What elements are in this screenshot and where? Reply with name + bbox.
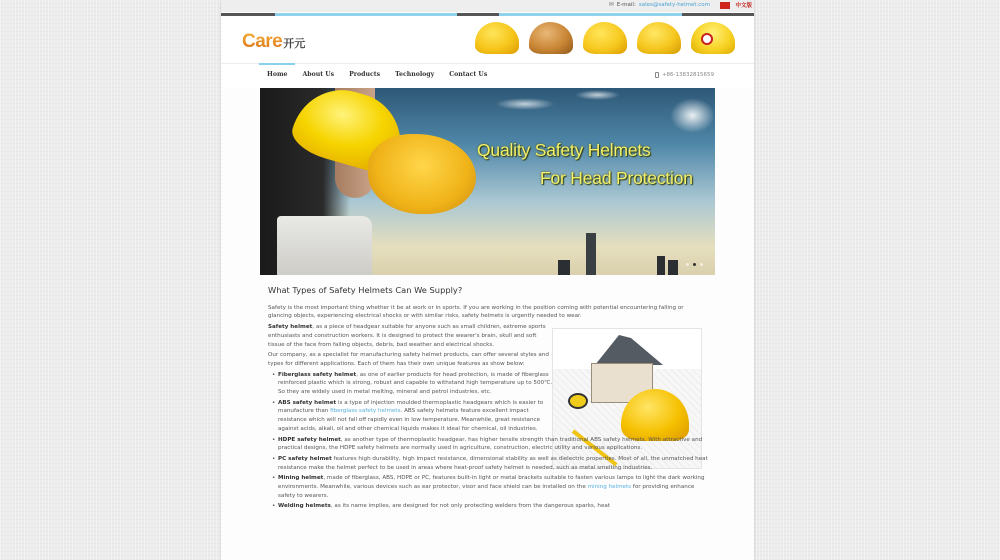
- site-header: [221, 16, 754, 63]
- item-text: , made of fiberglass, ABS, HDPE or PC, features built-in light or metal brackets suitable to fasten various lamps to light the dark working environments. Meanwhile, various devices such as ear protector, visor and face shield can be installed on the: [278, 475, 705, 491]
- item-text: . ABS safety helmets feature excellent impact resistance which will not fall off rapidly even in low temperature. Meanwhile, great resistance against acids, alkali, oil and other chemical liquids makes it ideal for chemical, oil industries.: [278, 408, 541, 432]
- bold-term: ABS safety helmet: [278, 399, 337, 406]
- yellow-helmet-icon: [581, 19, 630, 57]
- safety-helmet-paragraph: [268, 323, 553, 349]
- glove-image: [368, 134, 476, 214]
- email-label: E-mail:: [616, 1, 636, 8]
- tool-belt: [277, 216, 372, 275]
- slide-dot[interactable]: [700, 263, 703, 266]
- phone-icon: [655, 72, 659, 78]
- nav-contact-us[interactable]: Contact Us: [449, 71, 488, 78]
- nav-about-us[interactable]: About Us: [302, 71, 335, 78]
- cloud-decoration: [670, 98, 715, 133]
- bold-term: HDPE safety helmet: [278, 436, 341, 443]
- list-item: [272, 436, 708, 453]
- building-silhouette: [558, 260, 570, 275]
- active-indicator: [259, 63, 295, 65]
- logo[interactable]: [242, 31, 305, 53]
- slide-dot-active[interactable]: [693, 263, 696, 266]
- lamp-icon: [701, 33, 713, 45]
- cloud-decoration: [575, 90, 620, 100]
- item-text: , as its name implies, are designed for not only protecting welders from the dangerous sparks, heat: [330, 503, 611, 510]
- main-content: [268, 283, 708, 513]
- item-text: , as another type of thermoplastic headgear, has higher tensile strength than traditional ABS safety helmets. With attractive and practical designs, the HDPE safety helmets are normally used in agriculture, construction, electric utility and various applications.: [278, 436, 703, 452]
- nav-technology[interactable]: Technology: [395, 71, 435, 78]
- building-silhouette: [657, 256, 665, 275]
- phone-number: +86-13832815659: [661, 72, 714, 78]
- email-link[interactable]: sales@safety-helmet.com: [638, 1, 710, 8]
- nav-home[interactable]: Home: [267, 71, 288, 78]
- helmet-gallery: [473, 19, 738, 57]
- bold-term: Welding helmets: [278, 503, 331, 510]
- cloud-decoration: [495, 98, 555, 110]
- language-switch[interactable]: [720, 1, 752, 9]
- phone-contact: [655, 72, 714, 78]
- item-text: features high durability, high impact resistance, dimensional stability as well as dielectric properties. Most of all, the unmatched heat resistance make the helmet perfect to be used in areas where heat-proof safety helmet is needed, such as metal smelting industries.: [278, 455, 708, 471]
- main-nav: [221, 63, 754, 87]
- email-contact: [609, 1, 710, 8]
- page-container: [221, 0, 754, 560]
- item-text: is a type of injection moulded thermoplastic headgears which is easier to manufacture than: [278, 399, 544, 415]
- list-item: [272, 455, 708, 472]
- paragraph-text: , as a piece of headgear suitable for anyone such as small children, extreme sports enthusiasts and construction workers. It is designed to protect the wearer's brain, skull and soft tissue of the face from falling objects, debris, bad weather and electrical shocks.: [268, 324, 546, 348]
- item-text: for providing enhance safety to wearers.: [278, 484, 695, 499]
- list-item: [272, 371, 553, 397]
- language-label[interactable]: 中文版: [735, 3, 752, 9]
- logo-cn-text: 开元: [283, 37, 306, 50]
- yellow-helmet-icon: [473, 19, 522, 57]
- bold-term: PC safety helmet: [278, 455, 332, 462]
- list-item: [272, 502, 708, 511]
- bold-term: Fiberglass safety helmet: [278, 371, 357, 378]
- slide-dot[interactable]: [686, 263, 689, 266]
- bold-term: Mining helmet: [278, 475, 324, 482]
- hero-banner[interactable]: [260, 88, 715, 275]
- yellow-helmet-icon: [635, 19, 684, 57]
- item-text: , as one of earlier products for head protection, is made of fiberglass reinforced plastic which is strong, robust and capable to withstand high temperature up to 500℃. So they are widely used in metal melting, mineral and petrol industries, etc.: [278, 371, 553, 396]
- mail-icon: ✉: [608, 1, 614, 8]
- intro-paragraph: Safety is the most important thing whether it be at work or in sports. If you are working in the position coming with potential encountering falling or glancing objects, experiencing electrical shocks or with similar risks, safety helmets is urgently needed to wear.: [268, 304, 684, 320]
- list-item: [272, 474, 708, 500]
- banner-headline-2: For Head Protection: [540, 168, 693, 188]
- fiberglass-link[interactable]: fiberglass safety helmets: [330, 408, 401, 415]
- building-silhouette: [668, 260, 678, 275]
- mining-helmet-icon: [689, 19, 738, 57]
- brown-helmet-icon: [527, 19, 576, 57]
- helmet-types-list: [272, 371, 708, 512]
- nav-products[interactable]: Products: [349, 71, 381, 78]
- top-bar: [221, 0, 754, 12]
- slider-dots: [686, 263, 703, 266]
- logo-text: Care: [242, 31, 283, 52]
- tower-silhouette: [586, 233, 596, 275]
- section-title: What Types of Safety Helmets Can We Supply?: [268, 285, 463, 295]
- mining-helmets-link[interactable]: mining helmets: [587, 484, 632, 491]
- china-flag-icon: [720, 2, 730, 9]
- bold-term: Safety helmet: [268, 324, 313, 331]
- list-item: [272, 399, 553, 434]
- company-paragraph: Our company, as a specialist for manufacturing safety helmet products, can offer several styles and types for different applications. Each of them has their own unique features as show below:: [268, 352, 549, 367]
- banner-headline-1: Quality Safety Helmets: [477, 140, 651, 160]
